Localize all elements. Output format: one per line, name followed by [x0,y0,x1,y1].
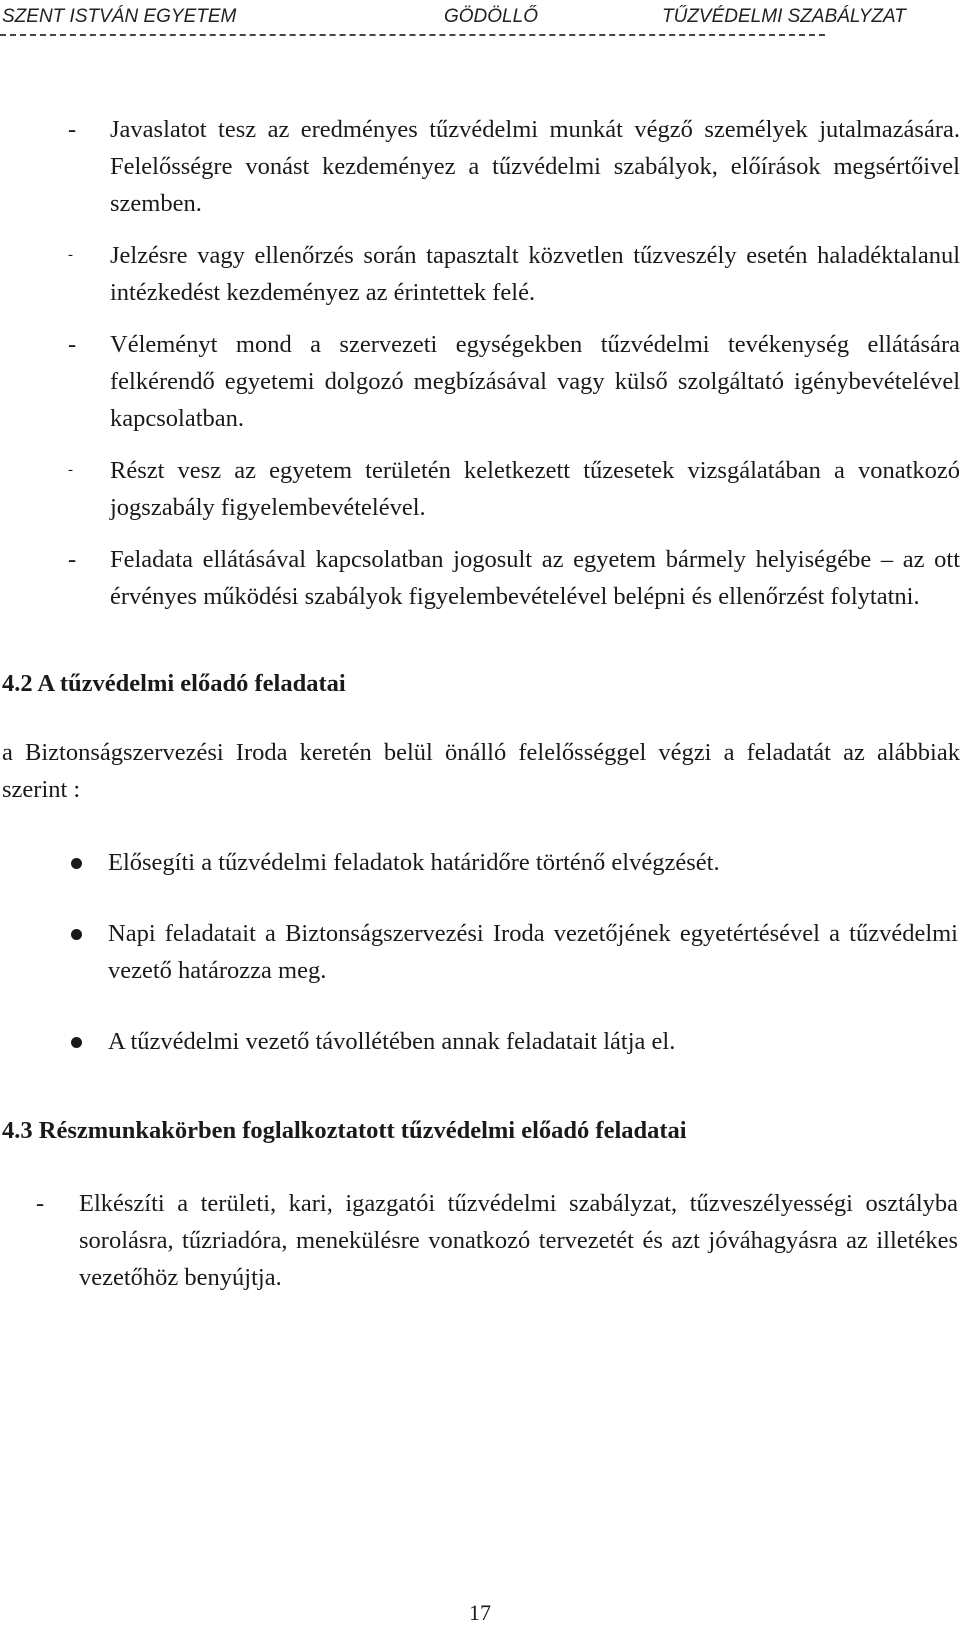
list-item [0,326,960,437]
bullet-icon [71,1037,82,1048]
list-item [0,237,960,311]
header-divider [0,34,825,36]
list-item-text: Elkészíti a területi, kari, igazgatói tűzvédelmi szabályzat, tűzveszélyességi osztályba sorolásra, tűzriadóra, menekülésre vonatkozó tervezetét és azt jóváhagyásra az illetékes vezetőhöz benyújtja. [79,1190,958,1291]
list-item-text: Javaslatot tesz az eredményes tűzvédelmi munkát végző személyek jutalmazására. Felelősségre vonást kezdeményez a tűzvédelmi szabályok, előírások megsértőivel szemben. [110,116,960,217]
section-heading-4-2: 4.2 A tűzvédelmi előadó feladatai [2,670,346,697]
list-dash: - [68,116,77,143]
list-item-text: Feladata ellátásával kapcsolatban jogosult az egyetem bármely helyiségébe – az ott érvényes működési szabályok figyelembevételével belépni és ellenőrzést folytatni. [110,546,960,610]
bullet-item [0,844,958,881]
list-item [0,452,960,526]
bullet-item [0,915,958,989]
header-university: SZENT ISTVÁN EGYETEM [2,6,237,27]
bullet-item [0,1023,958,1060]
list-dash: - [68,546,77,573]
list-item [0,111,960,222]
list-dash: - [68,247,73,263]
list-dash: - [68,462,73,478]
bullet-icon [71,929,82,940]
page-number: 17 [469,1600,491,1625]
page-body [0,111,960,1296]
list-dash: - [68,331,77,358]
bullet-icon [71,858,82,869]
list-item-text: Véleményt mond a szervezeti egységekben tűzvédelmi tevékenység ellátására felkérendő egyetemi dolgozó megbízásával vagy külső szolgáltató igénybevételével kapcsolatban. [110,331,960,432]
bullet-item-text: A tűzvédelmi vezető távollétében annak feladatait látja el. [108,1028,676,1055]
section-heading-4-3: 4.3 Részmunkakörben foglalkoztatott tűzvédelmi előadó feladatai [2,1117,687,1144]
bullet-item-text: Elősegíti a tűzvédelmi feladatok határidőre történő elvégzését. [108,849,720,876]
section-intro-paragraph: a Biztonságszervezési Iroda keretén belül önálló felelősséggel végzi a feladatát az alábbiak szerint : [2,739,960,803]
header-city: GÖDÖLLŐ [444,6,538,27]
list-item [0,1185,958,1296]
list-item-text: Részt vesz az egyetem területén keletkezett tűzesetek vizsgálatában a vonatkozó jogszabály figyelembevételével. [110,457,960,521]
list-item-text: Jelzésre vagy ellenőrzés során tapasztalt közvetlen tűzveszély esetén haladéktalanul intézkedést kezdeményez az érintettek felé. [110,242,960,306]
list-dash: - [36,1190,45,1217]
list-item [0,541,960,615]
header-document-title: TŰZVÉDELMI SZABÁLYZAT [662,6,906,27]
bullet-item-text: Napi feladatait a Biztonságszervezési Iroda vezetőjének egyetértésével a tűzvédelmi vezető határozza meg. [108,920,958,984]
page-header [0,6,960,32]
